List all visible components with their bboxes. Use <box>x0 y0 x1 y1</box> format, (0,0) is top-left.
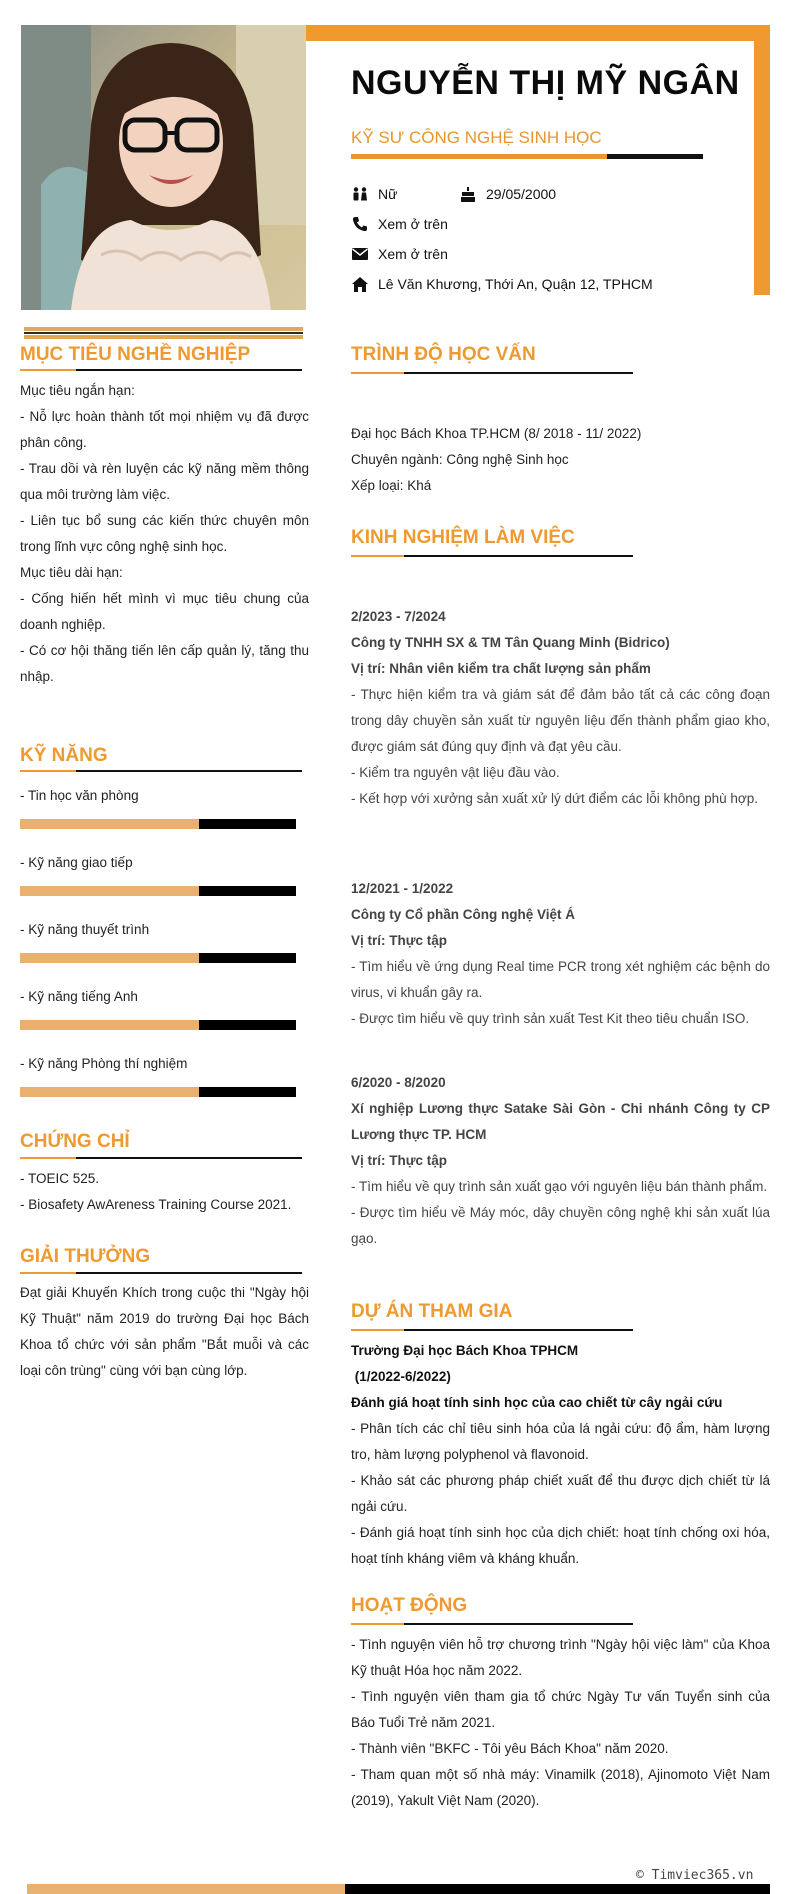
job-detail: - Thực hiện kiểm tra và giám sát để đảm bảo tất cả các công đoạn trong dây chuyền sản xuất từ nguyên liệu đến thành phẩm giao kho, được giám sát đúng quy định và đạt yêu cầu. <box>351 687 770 754</box>
envelope-icon <box>351 246 369 262</box>
objective-rule-dark <box>76 369 302 371</box>
phone-icon <box>351 216 369 232</box>
footer-bar-accent <box>27 1884 345 1894</box>
objective-text <box>20 378 309 690</box>
skills-rule-accent <box>20 770 76 772</box>
project-detail: - Khảo sát các phương pháp chiết xuất để thu được dịch chiết từ lá ngải cứu. <box>351 1473 770 1514</box>
job-company: Xí nghiệp Lương thực Satake Sài Gòn - Chi nhánh Công ty CP Lương thực TP. HCM <box>351 1101 770 1142</box>
birthday-row <box>459 186 556 202</box>
skill-bar-rest <box>199 1020 296 1030</box>
phone-value: Xem ở trên <box>378 216 448 232</box>
objective-heading: MỤC TIÊU NGHỀ NGHIỆP <box>20 344 251 365</box>
project-period: (1/2022-6/2022) <box>351 1369 451 1384</box>
candidate-name: NGUYỄN THỊ MỸ NGÂN <box>351 64 740 102</box>
objective-line: - Liên tục bổ sung các kiến thức chuyên môn trong lĩnh vực công nghệ sinh học. <box>20 513 309 554</box>
home-icon <box>351 276 369 292</box>
activity-item: - Tình nguyện viên hỗ trợ chương trình "Ngày hội việc làm" của Khoa Kỹ thuật Hóa học năm 2022. <box>351 1637 770 1678</box>
skill-label: - Kỹ năng giao tiếp <box>20 855 133 870</box>
education-text <box>351 421 770 499</box>
awards-rule-dark <box>76 1272 302 1274</box>
skills-rule-dark <box>76 770 302 772</box>
certificates-rule-dark <box>76 1157 302 1159</box>
email-value: Xem ở trên <box>378 246 448 262</box>
objective-line: Mục tiêu dài hạn: <box>20 565 123 580</box>
address-row <box>351 276 653 292</box>
project-entry <box>351 1338 770 1572</box>
project-title: Đánh giá hoạt tính sinh học của cao chiết từ cây ngải cứu <box>351 1395 723 1410</box>
awards-heading: GIẢI THƯỞNG <box>20 1246 151 1267</box>
job-position: Vị trí: Thực tập <box>351 1153 448 1168</box>
job-position: Vị trí: Thực tập <box>351 933 448 948</box>
profile-photo <box>21 25 306 310</box>
job-period: 2/2023 - 7/2024 <box>351 609 446 624</box>
project-org: Trường Đại học Bách Khoa TPHCM <box>351 1343 579 1358</box>
certificates-heading: CHỨNG CHỈ <box>20 1131 130 1152</box>
job-detail: - Kiểm tra nguyên vật liệu đầu vào. <box>351 765 560 780</box>
education-rule-accent <box>351 372 404 374</box>
gender-value: Nữ <box>378 186 398 202</box>
activity-item: - Thành viên "BKFC - Tôi yêu Bách Khoa" năm 2020. <box>351 1741 669 1756</box>
activities-heading: HOẠT ĐỘNG <box>351 1595 468 1616</box>
left-divider-line <box>24 332 303 334</box>
footer-bar-dark <box>345 1884 770 1894</box>
skill-bar-rest <box>199 819 296 829</box>
phone-row <box>351 216 448 232</box>
email-row <box>351 246 448 262</box>
left-divider <box>24 327 303 331</box>
title-underline-accent <box>351 154 607 159</box>
skill-label: - Kỹ năng Phòng thí nghiệm <box>20 1056 188 1071</box>
skill-bar-rest <box>199 886 296 896</box>
education-line: Xếp loại: Khá <box>351 478 432 493</box>
job-entry <box>351 876 770 1032</box>
job-entry <box>351 1070 770 1252</box>
left-divider-line-2 <box>24 335 303 339</box>
job-detail: - Kết hợp với xưởng sản xuất xử lý dứt điểm các lỗi không phù hợp. <box>351 791 758 806</box>
objective-line: - Có cơ hội thăng tiến lên cấp quản lý, tăng thu nhập. <box>20 643 309 684</box>
experience-rule-accent <box>351 555 404 557</box>
skills-heading: KỸ NĂNG <box>20 745 108 766</box>
skill-bar-fill <box>20 819 199 829</box>
skill-label: - Kỹ năng tiếng Anh <box>20 989 138 1004</box>
watermark: © Timviec365.vn <box>636 1868 754 1883</box>
skill-bar-rest <box>199 953 296 963</box>
gender-icon <box>351 186 369 202</box>
certificates-rule-accent <box>20 1157 76 1159</box>
education-rule-dark <box>404 372 633 374</box>
job-period: 6/2020 - 8/2020 <box>351 1075 446 1090</box>
education-heading: TRÌNH ĐỘ HỌC VẤN <box>351 344 536 365</box>
skill-bar-fill <box>20 886 199 896</box>
education-line: Chuyên ngành: Công nghệ Sinh học <box>351 452 569 467</box>
skill-label: - Tin học văn phòng <box>20 788 139 803</box>
education-line: Đại học Bách Khoa TP.HCM (8/ 2018 - 11/ 2022) <box>351 426 642 441</box>
certificate-item: - TOEIC 525. <box>20 1171 100 1186</box>
activities-list <box>351 1632 770 1814</box>
objective-line: - Trau dồi và rèn luyện các kỹ năng mềm thông qua môi trường làm việc. <box>20 461 309 502</box>
header-frame-right <box>754 25 770 295</box>
projects-rule-accent <box>351 1329 404 1331</box>
birthday-value: 29/05/2000 <box>486 186 557 202</box>
job-detail: - Được tìm hiểu về quy trình sản xuất Test Kit theo tiêu chuẩn ISO. <box>351 1011 750 1026</box>
skill-bar-fill <box>20 1020 199 1030</box>
job-company: Công ty Cổ phần Công nghệ Việt Á <box>351 907 575 922</box>
skill-bar-fill <box>20 953 199 963</box>
activity-item: - Tình nguyện viên tham gia tổ chức Ngày Tư vấn Tuyển sinh của Báo Tuổi Trẻ năm 2021. <box>351 1689 770 1730</box>
job-detail: - Tìm hiểu về quy trình sản xuất gạo với nguyên liệu bán thành phẩm. <box>351 1179 768 1194</box>
job-title: KỸ SƯ CÔNG NGHỆ SINH HỌC <box>351 128 602 147</box>
skill-bar-rest <box>199 1087 296 1097</box>
activity-item: - Tham quan một số nhà máy: Vinamilk (2018), Ajinomoto Việt Nam (2019), Yakult Việt Nam (2020). <box>351 1767 770 1808</box>
certificate-item: - Biosafety AwAreness Training Course 2021. <box>20 1197 292 1212</box>
job-period: 12/2021 - 1/2022 <box>351 881 454 896</box>
objective-line: - Nỗ lực hoàn thành tốt mọi nhiệm vụ đã được phân công. <box>20 409 309 450</box>
projects-rule-dark <box>404 1329 633 1331</box>
gender-row <box>351 186 397 202</box>
activities-rule-accent <box>351 1623 404 1625</box>
activities-rule-dark <box>404 1623 633 1625</box>
job-detail: - Được tìm hiểu về Máy móc, dây chuyền công nghệ khi sản xuất lúa gạo. <box>351 1205 770 1246</box>
objective-rule-accent <box>20 369 76 371</box>
awards-rule-accent <box>20 1272 76 1274</box>
address-value: Lê Văn Khương, Thới An, Quận 12, TPHCM <box>378 276 653 292</box>
awards-text: Đạt giải Khuyến Khích trong cuộc thi "Ngày hội Kỹ Thuật" năm 2019 do trường Đại học Bách Khoa tổ chức với sản phẩm "Bắt muỗi và các loại côn trùng" cùng với bạn cùng lớp. <box>20 1285 309 1378</box>
job-entry <box>351 604 770 812</box>
skill-bar-fill <box>20 1087 199 1097</box>
experience-rule-dark <box>404 555 633 557</box>
project-detail: - Đánh giá hoạt tính sinh học của dịch chiết: hoạt tính chống oxi hóa, hoạt tính kháng viêm và kháng khuẩn. <box>351 1525 770 1566</box>
job-detail: - Tìm hiểu về ứng dụng Real time PCR trong xét nghiệm các bệnh do virus, vi khuẩn gây ra. <box>351 959 770 1000</box>
skill-label: - Kỹ năng thuyết trình <box>20 922 150 937</box>
header-frame-top <box>306 25 770 41</box>
title-underline-dark <box>607 154 703 159</box>
job-company: Công ty TNHH SX & TM Tân Quang Minh (Bidrico) <box>351 635 670 650</box>
objective-line: - Cống hiến hết mình vì mục tiêu chung của doanh nghiệp. <box>20 591 309 632</box>
projects-heading: DỰ ÁN THAM GIA <box>351 1301 513 1322</box>
project-detail: - Phân tích các chỉ tiêu sinh hóa của lá ngải cứu: độ ẩm, hàm lượng tro, hàm lượng polyphenol và flavonoid. <box>351 1421 770 1462</box>
certificates-list <box>20 1166 309 1218</box>
job-position: Vị trí: Nhân viên kiểm tra chất lượng sản phẩm <box>351 661 651 676</box>
cake-icon <box>459 186 477 202</box>
experience-heading: KINH NGHIỆM LÀM VIỆC <box>351 527 575 548</box>
objective-line: Mục tiêu ngắn hạn: <box>20 383 135 398</box>
